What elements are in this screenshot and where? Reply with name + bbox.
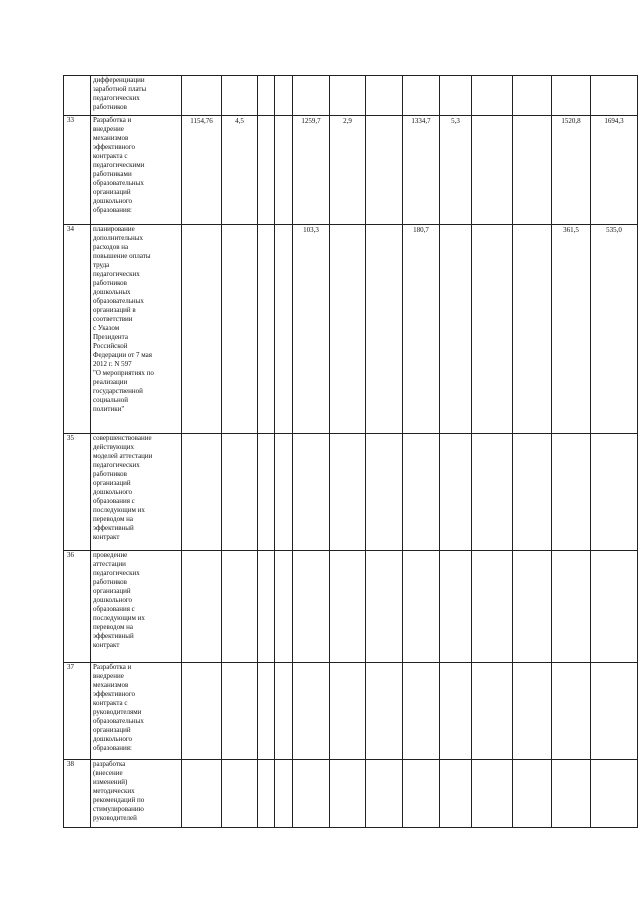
row-description: Разработка и внедрение механизмов эффективного контракта с руководителями образовательных организаций дошкольного образования: xyxy=(91,663,182,760)
value-cell xyxy=(182,551,222,663)
value-cell xyxy=(258,760,275,828)
value-cell xyxy=(330,76,366,116)
row-description: дифференциации заработной платы педагогических работников xyxy=(91,76,182,116)
value-cell xyxy=(222,225,258,434)
row-number: 38 xyxy=(64,760,91,828)
row-description: планирование дополнительных расходов на повышение оплаты труда педагогических работников дошкольных образовательных организаций в соответствии с Указом Президента Российской Федерации от 7 мая 2012 г. N 597 "О мероприятиях по реализации государственной социальной политики" xyxy=(91,225,182,434)
value-cell xyxy=(403,760,440,828)
value-cell xyxy=(258,116,275,225)
value-cell xyxy=(293,76,330,116)
value-cell xyxy=(258,551,275,663)
row-number: 34 xyxy=(64,225,91,434)
value-cell: 103,3 xyxy=(293,225,330,434)
row-number: 36 xyxy=(64,551,91,663)
value-cell xyxy=(275,76,293,116)
value-cell xyxy=(258,76,275,116)
value-cell xyxy=(182,760,222,828)
data-table xyxy=(63,75,638,828)
value-cell xyxy=(222,551,258,663)
value-cell xyxy=(222,76,258,116)
value-cell xyxy=(222,663,258,760)
value-cell xyxy=(182,225,222,434)
value-cell xyxy=(472,663,513,760)
value-cell xyxy=(472,76,513,116)
value-cell xyxy=(591,663,638,760)
row-number: 37 xyxy=(64,663,91,760)
value-cell xyxy=(440,760,472,828)
value-cell xyxy=(275,225,293,434)
value-cell xyxy=(440,663,472,760)
row-description: проведение аттестации педагогических работников организаций дошкольного образования с последующим их переводом на эффективный контракт xyxy=(91,551,182,663)
value-cell xyxy=(258,663,275,760)
row-number: 35 xyxy=(64,434,91,551)
value-cell xyxy=(293,760,330,828)
value-cell xyxy=(293,663,330,760)
value-cell xyxy=(552,760,591,828)
value-cell xyxy=(222,760,258,828)
table-row xyxy=(64,760,638,828)
value-cell xyxy=(330,551,366,663)
value-cell xyxy=(330,225,366,434)
value-cell xyxy=(330,760,366,828)
value-cell xyxy=(591,551,638,663)
table-row xyxy=(64,551,638,663)
value-cell: 1520,8 xyxy=(552,116,591,225)
value-cell xyxy=(552,76,591,116)
value-cell xyxy=(293,434,330,551)
value-cell xyxy=(513,116,552,225)
value-cell: 361,5 xyxy=(552,225,591,434)
value-cell xyxy=(591,434,638,551)
value-cell xyxy=(403,434,440,551)
value-cell xyxy=(440,434,472,551)
row-number xyxy=(64,76,91,116)
value-cell xyxy=(366,434,403,551)
value-cell: 1694,3 xyxy=(591,116,638,225)
value-cell xyxy=(513,76,552,116)
value-cell xyxy=(552,663,591,760)
value-cell: 180,7 xyxy=(403,225,440,434)
value-cell xyxy=(440,225,472,434)
value-cell xyxy=(366,551,403,663)
value-cell xyxy=(275,551,293,663)
value-cell xyxy=(366,760,403,828)
row-number: 33 xyxy=(64,116,91,225)
value-cell: 535,0 xyxy=(591,225,638,434)
value-cell: 2,9 xyxy=(330,116,366,225)
value-cell xyxy=(182,434,222,551)
value-cell xyxy=(293,551,330,663)
value-cell: 1334,7 xyxy=(403,116,440,225)
value-cell xyxy=(275,760,293,828)
row-description: разработка (внесение изменений) методических рекомендаций по стимулированию руководителей xyxy=(91,760,182,828)
value-cell xyxy=(366,225,403,434)
value-cell xyxy=(275,116,293,225)
value-cell xyxy=(440,76,472,116)
value-cell xyxy=(275,663,293,760)
table-row xyxy=(64,434,638,551)
table-row xyxy=(64,225,638,434)
table-body xyxy=(64,76,638,828)
table-row xyxy=(64,116,638,225)
value-cell xyxy=(440,551,472,663)
value-cell xyxy=(472,760,513,828)
value-cell xyxy=(403,551,440,663)
row-description: Разработка и внедрение механизмов эффективного контракта с педагогическими работниками образовательных организаций дошкольного образования: xyxy=(91,116,182,225)
value-cell: 5,3 xyxy=(440,116,472,225)
value-cell: 1259,7 xyxy=(293,116,330,225)
value-cell xyxy=(366,116,403,225)
value-cell xyxy=(472,434,513,551)
value-cell xyxy=(330,434,366,551)
table-row xyxy=(64,76,638,116)
value-cell: 4,5 xyxy=(222,116,258,225)
value-cell xyxy=(472,551,513,663)
value-cell: 1154,76 xyxy=(182,116,222,225)
value-cell xyxy=(513,434,552,551)
value-cell xyxy=(258,225,275,434)
value-cell xyxy=(275,434,293,551)
value-cell xyxy=(513,663,552,760)
row-description: совершенствование действующих моделей аттестации педагогических работников организаций дошкольного образования с последующим их переводом на эффективный контракт xyxy=(91,434,182,551)
value-cell xyxy=(403,663,440,760)
value-cell xyxy=(513,551,552,663)
value-cell xyxy=(182,663,222,760)
value-cell xyxy=(366,76,403,116)
value-cell xyxy=(591,760,638,828)
value-cell xyxy=(552,551,591,663)
value-cell xyxy=(472,116,513,225)
value-cell xyxy=(182,76,222,116)
value-cell xyxy=(366,663,403,760)
value-cell xyxy=(258,434,275,551)
value-cell xyxy=(222,434,258,551)
value-cell xyxy=(591,76,638,116)
value-cell xyxy=(403,76,440,116)
value-cell xyxy=(552,434,591,551)
value-cell xyxy=(330,663,366,760)
value-cell xyxy=(513,760,552,828)
value-cell xyxy=(472,225,513,434)
table-row xyxy=(64,663,638,760)
value-cell xyxy=(513,225,552,434)
